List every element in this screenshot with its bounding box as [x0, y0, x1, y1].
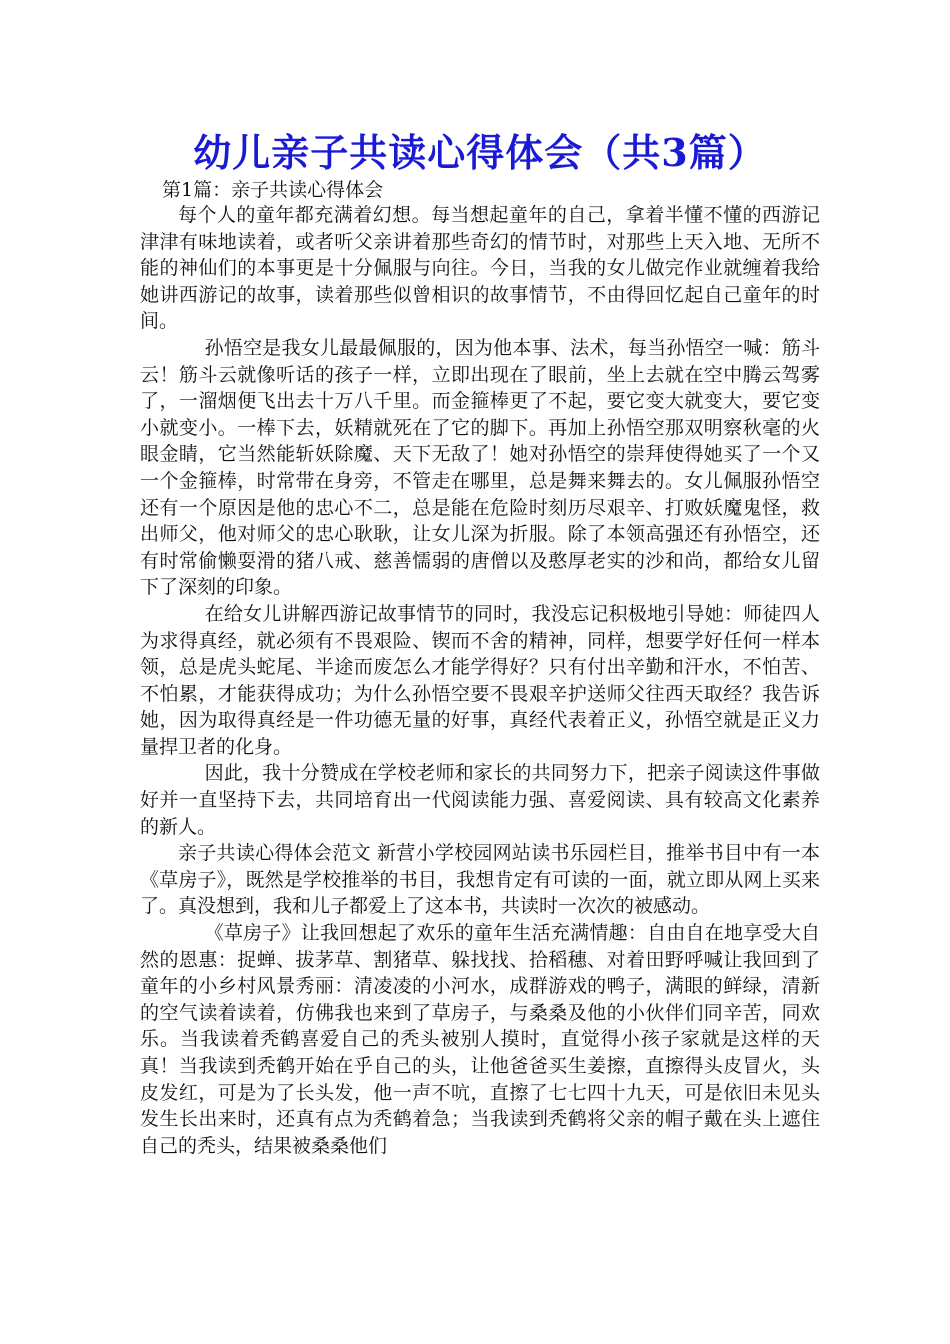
section-heading: 第1篇：亲子共读心得体会: [162, 179, 384, 201]
paragraph-2: 孙悟空是我女儿最最佩服的，因为他本事、法术，每当孙悟空一喊：筋斗云！筋斗云就像听话的孩子一样，立即出现在了眼前，坐上去就在空中腾云驾雾了，一溜烟便飞出去十万八千里。而金箍棒更了不起，要它变大就变大，要它变小就变小。一棒下去，妖精就死在了它的脚下。再加上孙悟空那双明察秋毫的火眼金睛，它当然能斩妖除魔、天下无敌了！她对孙悟空的崇拜使得她买了一个又一个金箍棒，时常带在身旁，不管走在哪里，总是舞来舞去的。女儿佩服孙悟空还有一个原因是他的忠心不二，总是能在危险时刻历尽艰辛、打败妖魔鬼怪，救出师父，他对师父的忠心耿耿，让女儿深为折服。除了本领高强还有孙悟空，还有时常偷懒耍滑的猪八戒、慈善懦弱的唐僧以及憨厚老实的沙和尚，都给女儿留下了深刻的印象。: [140, 336, 820, 599]
document-page: [140, 128, 820, 1157]
document-title: 幼儿亲子共读心得体会（共3篇）: [193, 130, 767, 175]
document-body: [140, 202, 820, 1157]
paragraph-6: 《草房子》让我回想起了欢乐的童年生活充满情趣：自由自在地享受大自然的恩惠：捉蝉、拔茅草、割猪草、躲找找、拾稻穗、对着田野呼喊让我回到了童年的小乡村风景秀丽：清凌凌的小河水，成群游戏的鸭子，满眼的鲜绿，清新的空气读着读着，仿佛我也来到了草房子，与桑桑及他的小伙伴们同辛苦，同欢乐。当我读着秃鹤喜爱自己的秃头被别人摸时，直觉得小孩子家就是这样的天真！当我读到秃鹤开始在乎自己的头，让他爸爸买生姜擦，直擦得头皮冒火，头皮发红，可是为了长头发，他一声不吭，直擦了七七四十九天，可是依旧未见头发生长出来时，还真有点为秃鹤着急；当我读到秃鹤将父亲的帽子戴在头上遮住自己的秃头，结果被桑桑他们: [140, 922, 820, 1157]
paragraph-4: 因此，我十分赞成在学校老师和家长的共同努力下，把亲子阅读这件事做好并一直坚持下去，共同培育出一代阅读能力强、喜爱阅读、具有较高文化素养的新人。: [140, 762, 820, 838]
paragraph-3: 在给女儿讲解西游记故事情节的同时，我没忘记积极地引导她：师徒四人为求得真经，就必须有不畏艰险、锲而不舍的精神，同样，想要学好任何一样本领，总是虎头蛇尾、半途而废怎么才能学得好？只有付出辛勤和汗水，不怕苦、不怕累，才能获得成功；为什么孙悟空要不畏艰辛护送师父往西天取经？我告诉她，因为取得真经是一件功德无量的好事，真经代表着正义，孙悟空就是正义力量捍卫者的化身。: [140, 602, 820, 758]
paragraph-5: 亲子共读心得体会范文 新营小学校园网站读书乐园栏目，推举书目中有一本《草房子》，既然是学校推举的书目，我想肯定有可读的一面，就立即从网上买来了。真没想到，我和儿子都爱上了这本书，共读时一次次的被感动。: [140, 842, 820, 918]
paragraph-1: 每个人的童年都充满着幻想。每当想起童年的自己，拿着半懂不懂的西游记津津有味地读着，或者听父亲讲着那些奇幻的情节时，对那些上天入地、无所不能的神仙们的本事更是十分佩服与向往。今日，当我的女儿做完作业就缠着我给她讲西游记的故事，读着那些似曾相识的故事情节，不由得回忆起自己童年的时间。: [140, 204, 820, 333]
